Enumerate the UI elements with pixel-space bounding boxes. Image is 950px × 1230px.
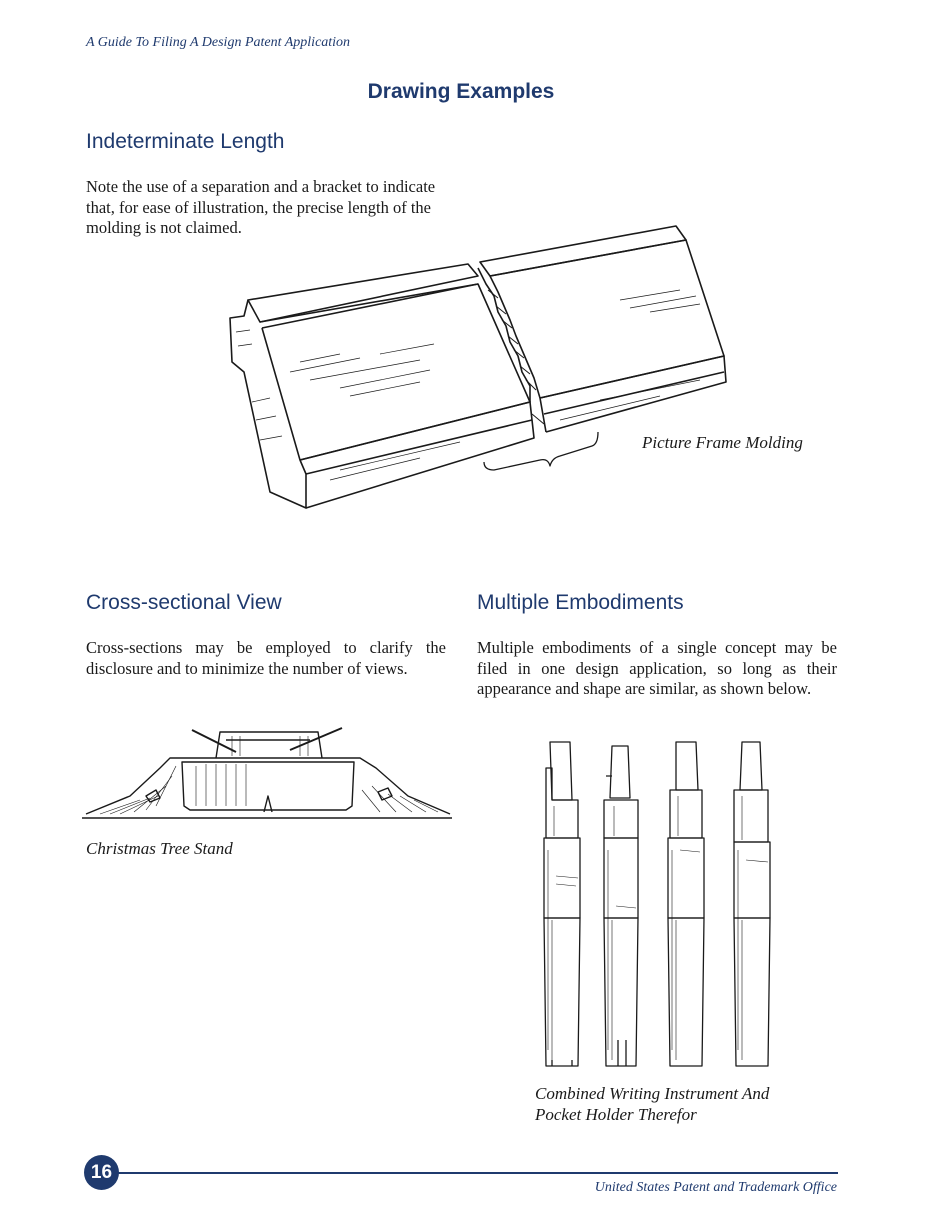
caption-picture-frame-molding: Picture Frame Molding — [642, 433, 803, 452]
caption-writing-instrument-line-2: Pocket Holder Therefor — [535, 1105, 697, 1124]
page-title: Drawing Examples — [367, 80, 555, 103]
heading-cross-sectional-view: Cross-sectional View — [86, 591, 282, 614]
heading-multiple-embodiments: Multiple Embodiments — [477, 591, 684, 614]
running-header: A Guide To Filing A Design Patent Application — [86, 35, 351, 50]
cross-section-description: Cross-sections may be employed to clarify the disclosure and to minimize the number of views. — [86, 638, 446, 678]
indeterminate-line-3: molding is not claimed. — [86, 218, 242, 237]
heading-indeterminate-length: Indeterminate Length — [86, 130, 285, 153]
page-number-badge: 16 — [84, 1155, 119, 1190]
indeterminate-description — [86, 177, 466, 239]
embodiments-description: Multiple embodiments of a single concept may be filed in one design application, so long as their appearance and shape are similar, as shown below. — [477, 638, 837, 698]
caption-christmas-tree-stand: Christmas Tree Stand — [86, 839, 233, 858]
caption-writing-instrument — [535, 1083, 769, 1125]
footer-rule — [112, 1172, 838, 1174]
indeterminate-line-2: that, for ease of illustration, the precise length of the — [86, 197, 432, 217]
indeterminate-line-1: Note the use of a separation and a bracket to indicate — [86, 177, 436, 196]
footer-publisher: United States Patent and Trademark Office — [594, 1180, 837, 1195]
caption-writing-instrument-line-1: Combined Writing Instrument And — [535, 1084, 770, 1103]
